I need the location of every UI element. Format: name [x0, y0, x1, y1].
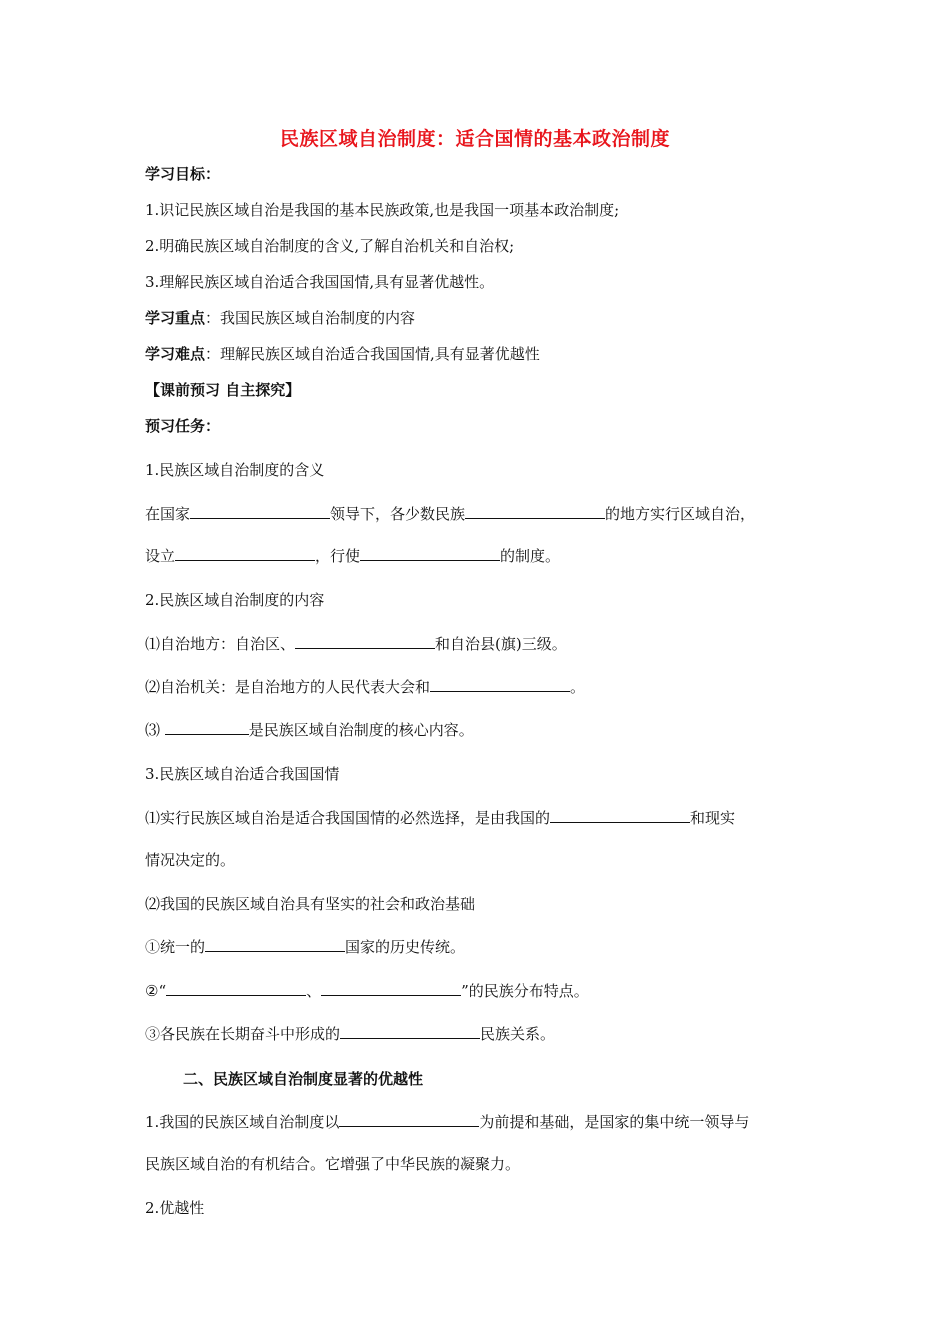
- task-label: 预习任务：: [145, 417, 221, 435]
- fill-line: [145, 981, 589, 1001]
- blank-field: [340, 1024, 480, 1039]
- text: 的地方实行区域自治，: [605, 505, 756, 523]
- page-title: 民族区域自治制度：适合国情的基本政治制度: [279, 128, 670, 150]
- blank-field: [205, 937, 345, 952]
- question-title: 1.民族区域自治制度的含义: [145, 461, 325, 479]
- section-heading-advantages: 二、民族区域自治制度显著的优越性: [183, 1070, 424, 1088]
- question-title: 2.民族区域自治制度的内容: [145, 591, 325, 609]
- text: 民族关系。: [480, 1025, 556, 1043]
- fill-line: [145, 1024, 555, 1044]
- blank-field: [190, 504, 330, 519]
- blank-field: [166, 981, 306, 996]
- text: 设立: [145, 547, 176, 565]
- fill-line: [145, 937, 465, 957]
- blank-field: [430, 677, 570, 692]
- text: 领导下，各少数民族: [330, 505, 466, 523]
- text-line: ⑵我国的民族区域自治具有坚实的社会和政治基础: [145, 895, 476, 913]
- fill-line: [145, 808, 735, 828]
- objective-item: 2.明确民族区域自治制度的含义,了解自治机关和自治权;: [145, 237, 515, 255]
- text: 是民族区域自治制度的核心内容。: [248, 721, 474, 739]
- text: 和自治县(旗)三级。: [435, 635, 567, 653]
- blank-field: [295, 634, 435, 649]
- objectives-label: 学习目标：: [145, 165, 221, 183]
- fill-line: [145, 546, 560, 566]
- fill-line: [145, 720, 474, 740]
- key-point-text: ：我国民族区域自治制度的内容: [205, 309, 416, 327]
- key-point: [145, 308, 415, 328]
- difficulty-label: 学习难点: [145, 345, 206, 363]
- text: ⑴实行民族区域自治是适合我国国情的必然选择，是由我国的: [145, 809, 551, 827]
- text: ②“: [145, 982, 167, 1000]
- objective-item: 1.识记民族区域自治是我国的基本民族政策,也是我国一项基本政治制度;: [145, 201, 620, 219]
- text: 国家的历史传统。: [345, 938, 466, 956]
- question-title: 3.民族区域自治适合我国国情: [145, 765, 340, 783]
- blank-field: [360, 546, 500, 561]
- text-line: 民族区域自治的有机结合。它增强了中华民族的凝聚力。: [145, 1155, 521, 1173]
- fill-line: [145, 677, 585, 697]
- text: 在国家: [145, 505, 191, 523]
- difficulty-point: [145, 344, 540, 364]
- text: 的制度。: [500, 547, 561, 565]
- text: 为前提和基础，是国家的集中统一领导与: [479, 1113, 750, 1131]
- section-heading-preview: 【课前预习 自主探究】: [145, 381, 301, 399]
- blank-field: [550, 808, 690, 823]
- text: ，行使: [315, 547, 361, 565]
- text: ⑵自治机关：是自治地方的人民代表大会和: [145, 678, 431, 696]
- blank-field: [339, 1112, 479, 1127]
- text: ①统一的: [145, 938, 206, 956]
- fill-line: [145, 1112, 749, 1132]
- text: 1.我国的民族区域自治制度以: [145, 1113, 340, 1131]
- fill-line: [145, 634, 567, 654]
- blank-field: [321, 981, 461, 996]
- text-line: 情况决定的。: [145, 851, 236, 869]
- blank-field: [465, 504, 605, 519]
- text: 。: [570, 678, 586, 696]
- text-line: 2.优越性: [145, 1199, 205, 1217]
- text: ③各民族在长期奋斗中形成的: [145, 1025, 341, 1043]
- text: ⑶: [145, 721, 165, 739]
- text: ⑴自治地方：自治区、: [145, 635, 296, 653]
- fill-line: [145, 504, 755, 524]
- difficulty-text: ：理解民族区域自治适合我国国情,具有显著优越性: [205, 345, 540, 363]
- key-point-label: 学习重点: [145, 309, 206, 327]
- text: ”的民族分布特点。: [461, 982, 589, 1000]
- blank-field: [165, 720, 249, 735]
- text: 、: [306, 982, 322, 1000]
- text: 和现实: [690, 809, 736, 827]
- objective-item: 3.理解民族区域自治适合我国国情,具有显著优越性。: [145, 273, 495, 291]
- blank-field: [175, 546, 315, 561]
